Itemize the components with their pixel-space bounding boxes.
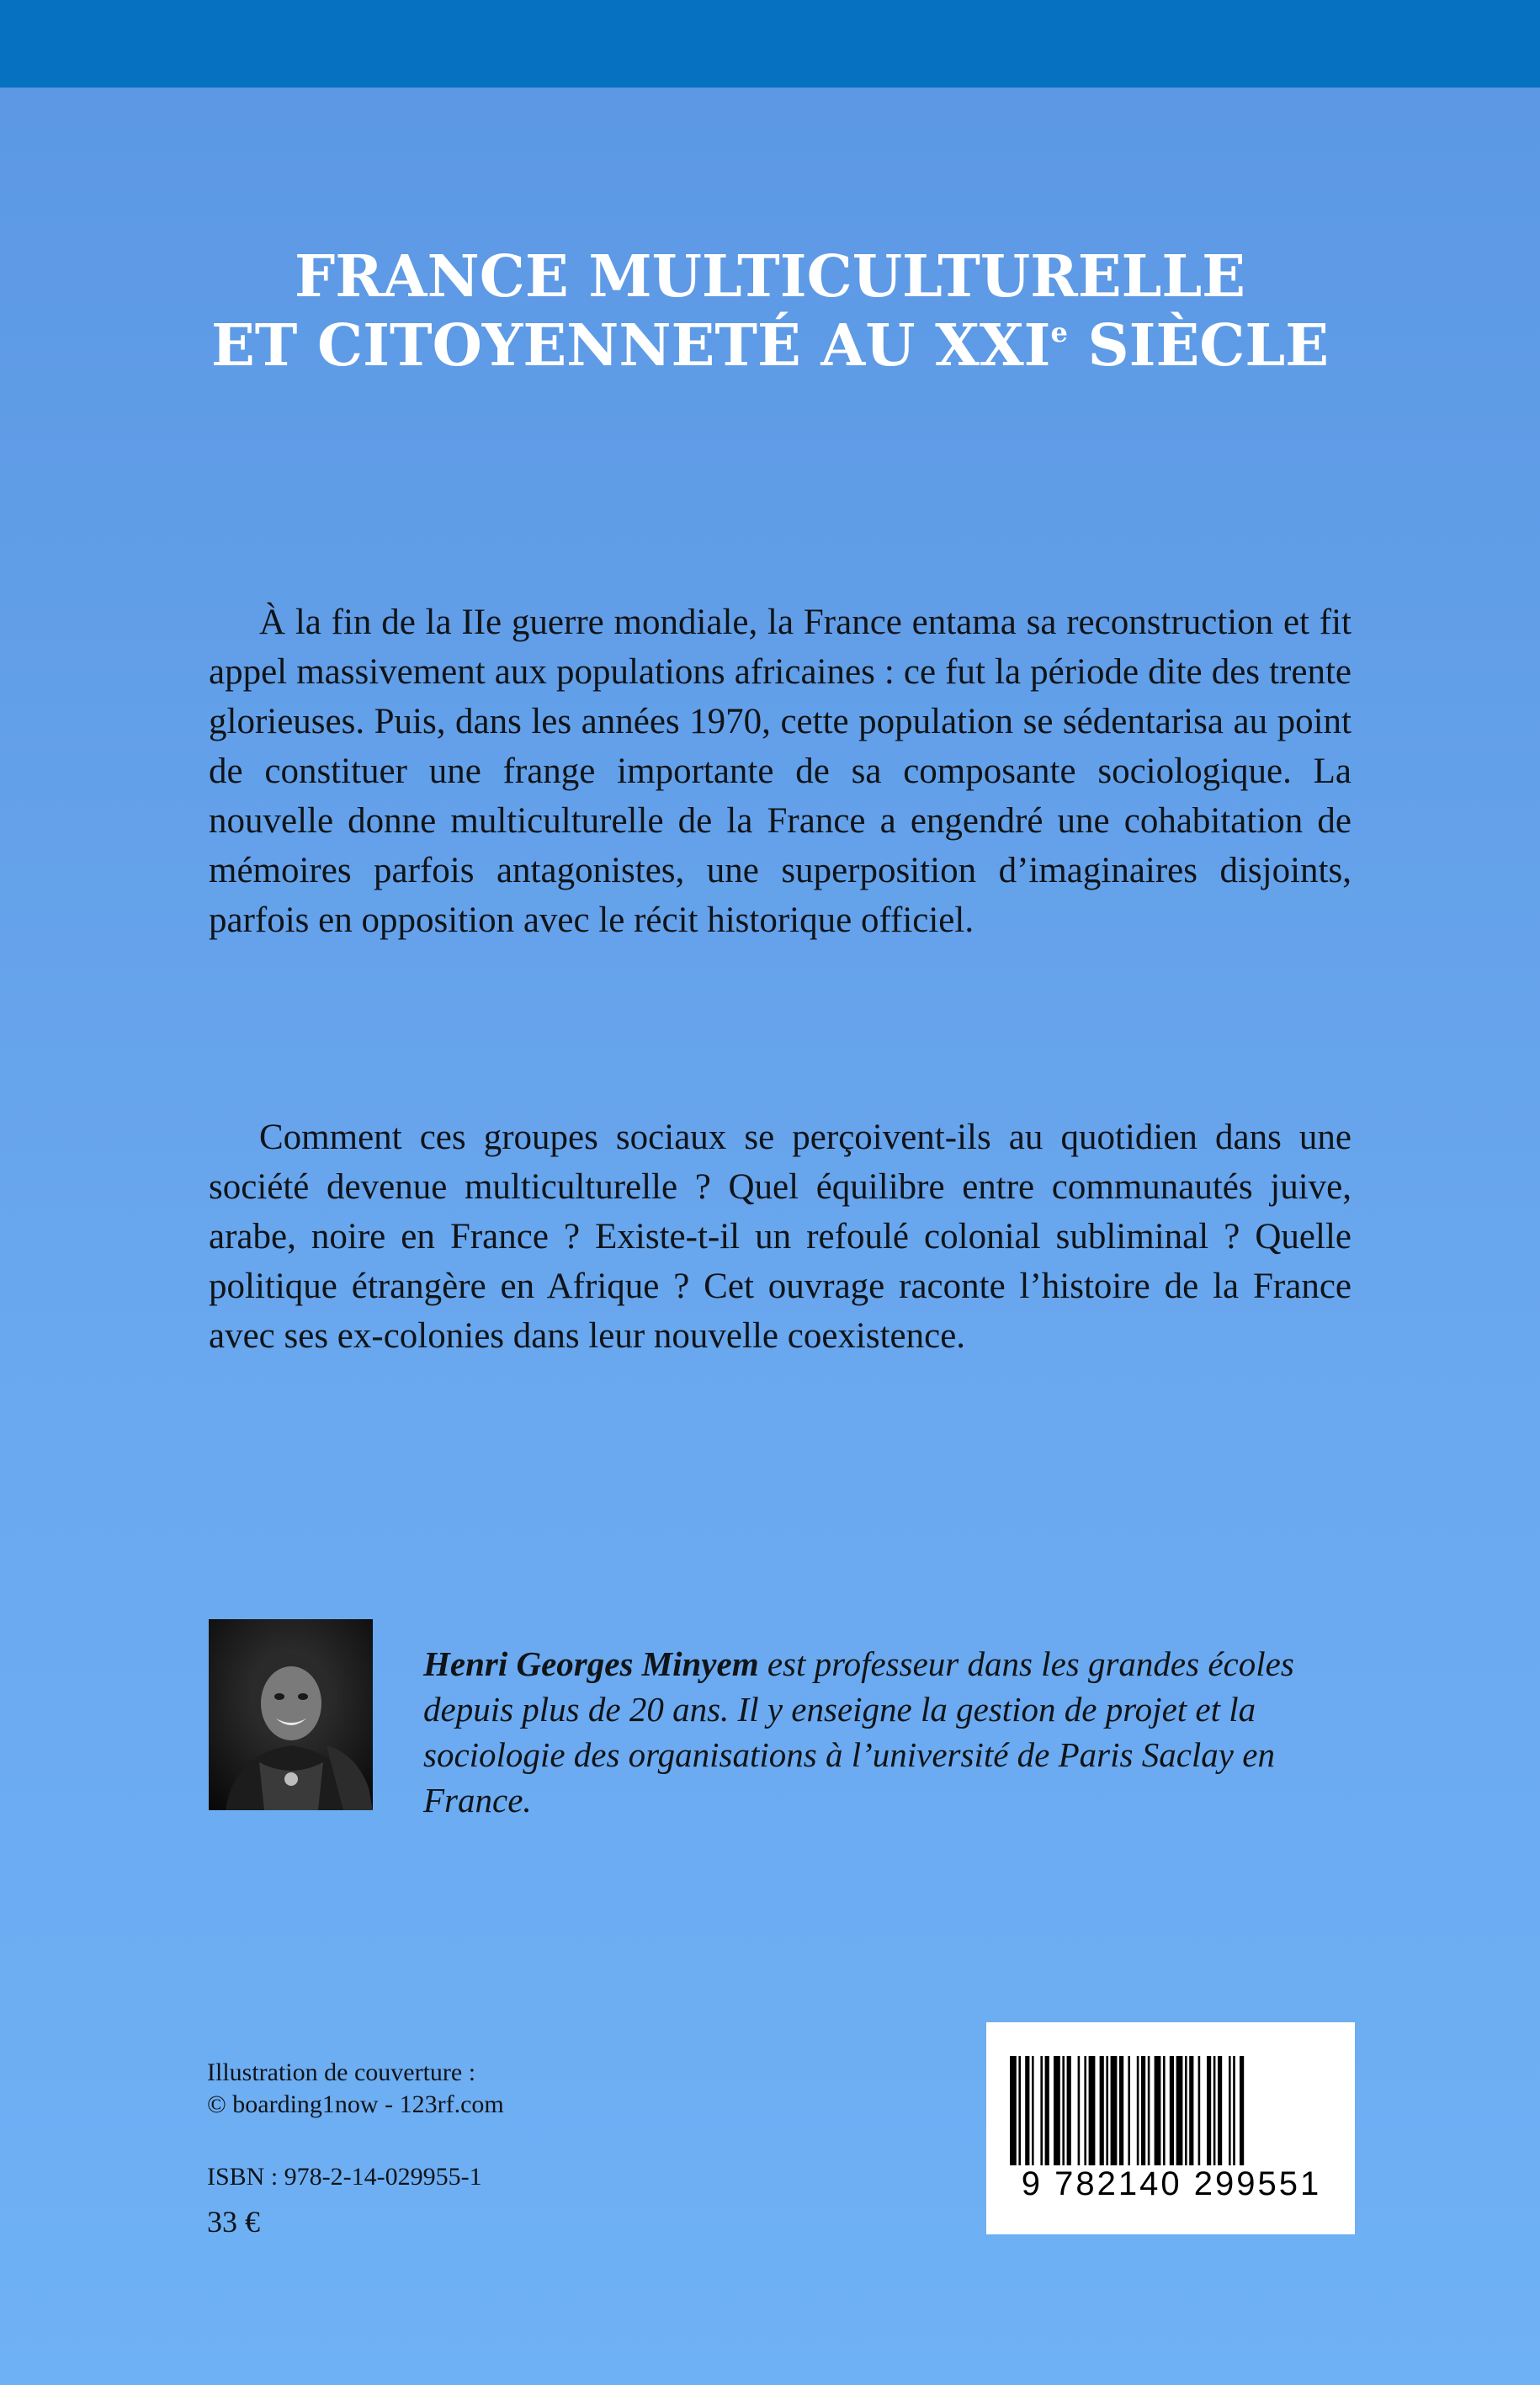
barcode-bar [1176, 2056, 1183, 2165]
author-bio [423, 1641, 1356, 1823]
barcode-bar [1062, 2056, 1065, 2165]
price-text: 33 € [207, 2205, 260, 2239]
barcode-bar [1170, 2056, 1174, 2165]
isbn-text: ISBN : 978-2-14-029955-1 [207, 2163, 482, 2191]
barcode-bar [1018, 2056, 1021, 2165]
title-superscript: e [1050, 316, 1068, 348]
blurb-paragraph-2: Comment ces groupes sociaux se perçoivent-ils au quotidien dans une société devenue multiculturelle ? Quel équilibre entre communautés juive, arabe, noire en France ? Existe-t-il un refoulé colonial subliminal ? Quelle politique étrangère en Afrique ? Cet ouvrage raconte l’histoire de la France avec ses ex-colonies dans leur nouvelle coexistence. [209, 1118, 1351, 1356]
author-photo [209, 1619, 373, 1810]
barcode-bar [1032, 2056, 1034, 2165]
barcode-bar [1198, 2056, 1201, 2165]
barcode-bar [1218, 2056, 1222, 2165]
title-line-2-end: SIÈCLE [1067, 312, 1330, 380]
barcode-bar [1025, 2056, 1029, 2165]
barcode-bar [1233, 2056, 1235, 2165]
barcode-bar [1240, 2056, 1244, 2165]
barcode-bar [1089, 2056, 1096, 2165]
book-title [0, 242, 1540, 380]
barcode-bar [1213, 2056, 1216, 2165]
title-line-1: FRANCE MULTICULTURELLE [295, 243, 1245, 311]
barcode-bar [1148, 2056, 1150, 2165]
barcode-bar [1207, 2056, 1211, 2165]
barcode-bar [1106, 2056, 1108, 2165]
barcode-bar [1100, 2056, 1104, 2165]
barcode-bar [1229, 2056, 1231, 2165]
barcode-bar [1185, 2056, 1187, 2165]
barcode-digits: 9 782140 299551 [1021, 2165, 1322, 2202]
barcode-bar [1084, 2056, 1086, 2165]
barcode-bar [1040, 2056, 1043, 2165]
blurb-paragraph-1: À la fin de la IIe guerre mondiale, la France entama sa reconstruction et fit appel massivement aux populations africaines : ce fut la période dite des trente glorieuses. Puis, dans les années 1970, cette population se sédentarisa au point de constituer une frange importante de sa composante sociologique. La nouvelle donne multiculturelle de la France a engendré une cohabitation de mémoires parfois antagonistes, une superposition d’imaginaires disjoints, parfois en opposition avec le récit historique officiel. [209, 603, 1351, 940]
barcode-bar [1128, 2056, 1130, 2165]
author-bio-text: est professeur dans les grandes écoles depuis plus de 20 ans. Il y enseigne la gestion de projet et la sociologie des organisations à l’université de Paris Saclay en France. [423, 1644, 1294, 1819]
top-color-band [0, 0, 1540, 88]
cover-credits [207, 2057, 504, 2121]
title-line-2-main: ET CITOYENNETÉ AU XXI [210, 312, 1051, 380]
barcode-bar [1078, 2056, 1081, 2165]
credit-line-2: © boarding1now - 123rf.com [207, 2090, 504, 2118]
barcode-bar [1067, 2056, 1071, 2165]
barcode-bars [1005, 2056, 1336, 2174]
barcode-bar [1189, 2056, 1193, 2165]
barcode-bar [1054, 2056, 1060, 2165]
barcode-bar [1119, 2056, 1123, 2165]
barcode-bar [1010, 2056, 1017, 2165]
barcode-bar [1141, 2056, 1145, 2165]
author-name: Henri Georges Minyem [423, 1644, 759, 1683]
barcode-bar [1045, 2056, 1049, 2165]
barcode-bar [1137, 2056, 1139, 2165]
credit-line-1: Illustration de couverture : [207, 2058, 476, 2086]
barcode [986, 2022, 1355, 2234]
title-line-2 [0, 311, 1540, 380]
barcode-bar [1163, 2056, 1166, 2165]
barcode-bar [1111, 2056, 1118, 2165]
barcode-bar [1155, 2056, 1161, 2165]
